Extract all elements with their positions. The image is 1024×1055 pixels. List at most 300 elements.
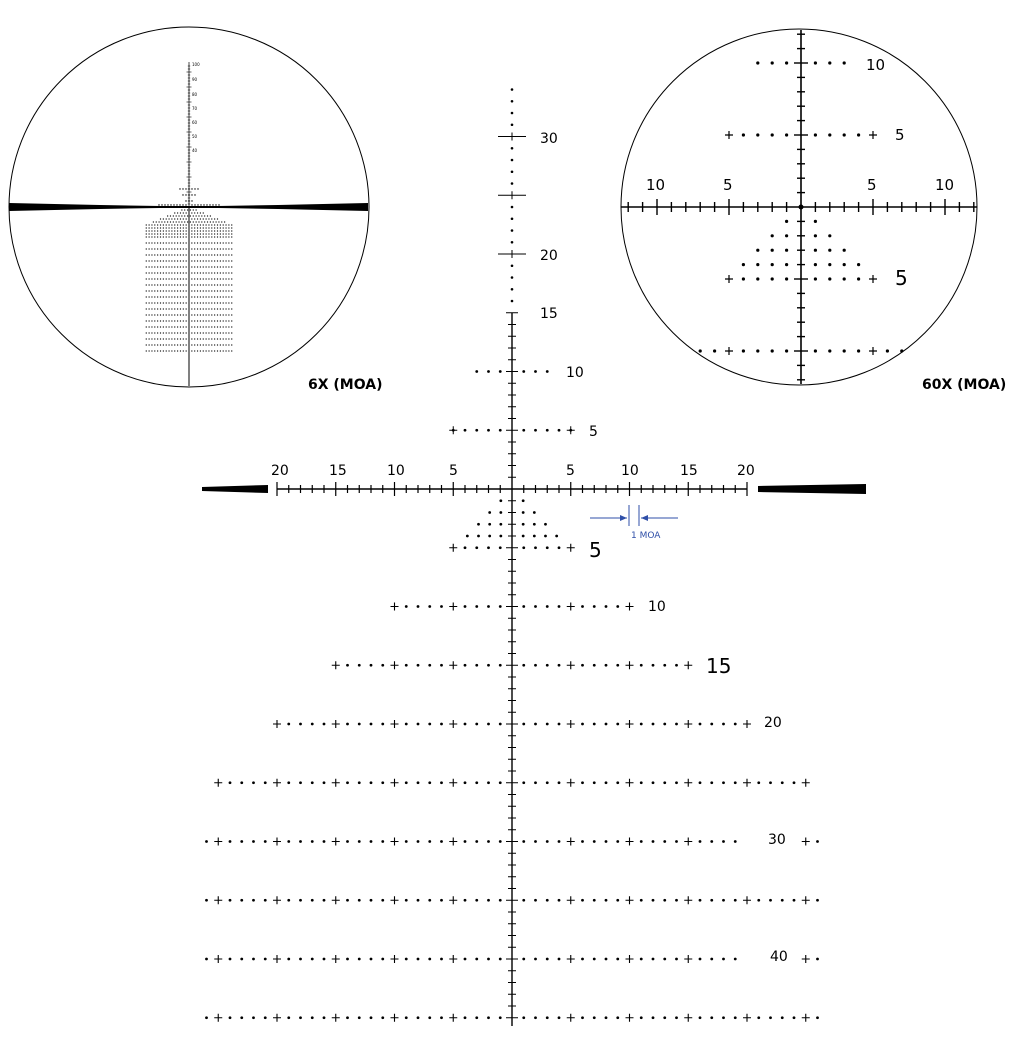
- small-lower-grid-dot: [223, 314, 224, 315]
- zoom-tree-dot: [785, 249, 788, 252]
- small-lower-grid-dot: [160, 272, 161, 273]
- small-lower-grid-dot: [146, 284, 147, 285]
- zoom-lower-row-10-dot: [828, 349, 831, 352]
- small-lower-grid-dot: [151, 290, 152, 291]
- main-lower-row-dot: [663, 781, 666, 784]
- main-lower-row-dot: [546, 723, 549, 726]
- main-lower-row-dot: [534, 958, 537, 961]
- small-lower-grid-dot: [174, 242, 175, 243]
- small-lower-grid-dot: [171, 290, 172, 291]
- small-lower-grid-dot: [220, 278, 221, 279]
- small-lower-grid-dot: [157, 332, 158, 333]
- small-bar-dot: [158, 204, 159, 205]
- small-lower-grid-dot: [148, 344, 149, 345]
- small-lower-grid-dot: [197, 308, 198, 309]
- main-down-label-5: 5: [589, 538, 602, 562]
- small-lower-grid-dot: [208, 302, 209, 303]
- small-lower-grid-dot: [163, 278, 164, 279]
- main-lower-row-plus: [391, 1014, 399, 1022]
- small-lower-grid-dot: [186, 332, 187, 333]
- zoom-lower-row-5-dot: [771, 277, 774, 280]
- main-lower-row-plus: [449, 896, 457, 904]
- small-lower-grid-dot: [148, 284, 149, 285]
- main-lower-row-plus: [332, 779, 340, 787]
- small-lower-grid-dot: [157, 344, 158, 345]
- small-lower-grid-dot: [211, 290, 212, 291]
- small-lower-grid-dot: [177, 278, 178, 279]
- small-lower-grid-dot: [174, 314, 175, 315]
- small-lower-grid-dot: [191, 314, 192, 315]
- zoom-lower-row-5-dot: [814, 277, 817, 280]
- small-lower-grid-dot: [157, 254, 158, 255]
- main-lower-row-dot: [428, 723, 431, 726]
- small-lower-grid-dot: [174, 296, 175, 297]
- main-lower-row-plus: [273, 779, 281, 787]
- small-lower-grid-dot: [208, 278, 209, 279]
- main-lower-row-plus: [626, 1014, 634, 1022]
- small-lower-grid-dot: [191, 320, 192, 321]
- main-up-label-20: 20: [540, 248, 558, 264]
- main-lower-row-plus: [743, 1014, 751, 1022]
- main-upper-row-5-dot: [558, 429, 561, 432]
- small-lower-grid-dot: [225, 344, 226, 345]
- small-lower-grid-dot: [191, 233, 192, 234]
- main-upper-dot: [511, 100, 514, 103]
- main-tree-dot: [477, 535, 480, 538]
- small-lower-grid-dot: [154, 254, 155, 255]
- zoom-upper-row-5-dot: [756, 133, 759, 136]
- small-lower-grid-dot: [203, 248, 204, 249]
- small-lower-grid-dot: [186, 218, 187, 219]
- main-lower-row-dot: [440, 781, 443, 784]
- main-lower-row-dot: [205, 1016, 208, 1019]
- main-lower-row-dot: [240, 899, 243, 902]
- main-upper-dot: [511, 276, 514, 279]
- small-lower-grid-dot: [194, 260, 195, 261]
- main-lower-row-dot: [499, 781, 502, 784]
- small-lower-grid-dot: [205, 314, 206, 315]
- small-lower-grid-dot: [194, 236, 195, 237]
- small-bar-dot: [164, 204, 165, 205]
- main-lower-row-dot: [417, 664, 420, 667]
- main-lower-row-dot: [428, 664, 431, 667]
- small-lower-grid-dot: [211, 278, 212, 279]
- small-lower-grid-dot: [168, 314, 169, 315]
- small-lower-grid-dot: [186, 233, 187, 234]
- small-lower-grid-dot: [146, 230, 147, 231]
- main-lower-row-dot: [287, 899, 290, 902]
- main-lower-row-dot: [264, 958, 267, 961]
- main-right-thick-bar: [758, 484, 866, 494]
- main-lower-row-plus: [449, 955, 457, 963]
- small-lower-grid-dot: [148, 233, 149, 234]
- main-lower-row-dot: [475, 899, 478, 902]
- small-lower-grid-dot: [146, 242, 147, 243]
- main-h-label-right-5: 5: [566, 463, 575, 479]
- main-lower-row-dot: [616, 899, 619, 902]
- small-lower-grid-dot: [148, 314, 149, 315]
- main-lower-row-dot: [616, 958, 619, 961]
- main-lower-row-dot: [534, 1016, 537, 1019]
- small-lower-grid-dot: [146, 224, 147, 225]
- small-lower-grid-dot: [183, 320, 184, 321]
- small-lower-grid-dot: [231, 302, 232, 303]
- main-lower-row-dot: [299, 781, 302, 784]
- zoom-lower-row-10-dot: [785, 349, 788, 352]
- zoom-upper-row-5-dot: [771, 133, 774, 136]
- main-lower-row-dot: [734, 723, 737, 726]
- small-lower-grid-dot: [211, 254, 212, 255]
- small-lower-grid-dot: [217, 218, 218, 219]
- main-lower-row-plus: [214, 838, 222, 846]
- main-lower-row-dot: [534, 664, 537, 667]
- main-lower-row-dot: [252, 1016, 255, 1019]
- small-lower-grid-dot: [197, 350, 198, 351]
- small-lower-grid-dot: [160, 302, 161, 303]
- small-lower-grid-dot: [146, 350, 147, 351]
- small-lower-grid-dot: [200, 344, 201, 345]
- main-lower-row-dot: [781, 781, 784, 784]
- small-lower-grid-dot: [211, 320, 212, 321]
- main-lower-row-dot: [663, 899, 666, 902]
- small-lower-grid-dot: [217, 308, 218, 309]
- small-lower-grid-dot: [211, 230, 212, 231]
- small-lower-grid-dot: [214, 233, 215, 234]
- small-lower-grid-dot: [200, 326, 201, 327]
- main-lower-row-dot: [311, 958, 314, 961]
- small-lower-grid-dot: [160, 296, 161, 297]
- small-lower-grid-dot: [151, 266, 152, 267]
- small-lower-grid-dot: [177, 320, 178, 321]
- small-lower-grid-dot: [148, 260, 149, 261]
- small-lower-grid-dot: [178, 215, 179, 216]
- zoom-lower-row-5-dot: [756, 277, 759, 280]
- main-down-label-20: 20: [764, 715, 782, 731]
- small-lower-grid-dot: [203, 224, 204, 225]
- main-lower-row-plus: [802, 955, 810, 963]
- small-lower-grid-dot: [166, 254, 167, 255]
- small-lower-grid-dot: [231, 296, 232, 297]
- main-lower-row-dot: [546, 1016, 549, 1019]
- small-lower-grid-dot: [217, 314, 218, 315]
- small-lower-grid-dot: [220, 332, 221, 333]
- main-lower-row-dot: [299, 1016, 302, 1019]
- small-lower-grid-dot: [177, 230, 178, 231]
- zoom-h-label-right-5: 5: [867, 176, 877, 194]
- main-lower-row-plus: [332, 955, 340, 963]
- main-lower-row-dot: [675, 723, 678, 726]
- small-lower-grid-dot: [200, 236, 201, 237]
- small-upper-tree-dot: [182, 188, 183, 189]
- small-lower-grid-dot: [184, 209, 185, 210]
- small-lower-grid-dot: [151, 338, 152, 339]
- main-lower-row-dot: [640, 899, 643, 902]
- small-lower-grid-dot: [168, 242, 169, 243]
- main-upper-dot: [511, 159, 514, 162]
- main-lower-row-dot: [499, 605, 502, 608]
- small-lower-grid-dot: [146, 296, 147, 297]
- small-lower-grid-dot: [163, 284, 164, 285]
- small-lower-grid-dot: [203, 254, 204, 255]
- small-lower-grid-dot: [203, 227, 204, 228]
- small-lower-grid-dot: [208, 284, 209, 285]
- main-lower-row-dot: [722, 899, 725, 902]
- small-lower-grid-dot: [200, 338, 201, 339]
- small-lower-grid-dot: [214, 308, 215, 309]
- small-lower-grid-dot: [163, 344, 164, 345]
- small-lower-grid-dot: [217, 338, 218, 339]
- small-lower-grid-dot: [208, 290, 209, 291]
- small-lower-grid-dot: [186, 308, 187, 309]
- main-up-label-5: 5: [589, 424, 598, 440]
- main-lower-row-dot: [370, 899, 373, 902]
- zoom-lower-row-10-dot: [814, 349, 817, 352]
- small-lower-grid-dot: [194, 326, 195, 327]
- small-lower-grid-dot: [194, 308, 195, 309]
- main-lower-row-dot: [499, 899, 502, 902]
- small-lower-grid-dot: [148, 242, 149, 243]
- small-lower-grid-dot: [214, 326, 215, 327]
- main-lower-row-dot: [546, 958, 549, 961]
- small-lower-grid-dot: [223, 308, 224, 309]
- main-lower-row-dot: [781, 899, 784, 902]
- main-lower-row-dot: [675, 958, 678, 961]
- small-lower-grid-dot: [220, 344, 221, 345]
- small-lower-grid-dot: [160, 227, 161, 228]
- zoom-upper-row-10-dot: [843, 61, 846, 64]
- main-lower-row-dot: [710, 958, 713, 961]
- small-lower-grid-dot: [225, 236, 226, 237]
- small-lower-grid-dot: [176, 221, 177, 222]
- main-lower-row-plus: [684, 1014, 692, 1022]
- small-lower-grid-dot: [170, 221, 171, 222]
- small-lower-grid-dot: [208, 233, 209, 234]
- small-lower-grid-dot: [191, 242, 192, 243]
- main-lower-row-dot: [522, 781, 525, 784]
- zoom-down-label-5: 5: [895, 266, 908, 290]
- small-lower-grid-dot: [177, 227, 178, 228]
- main-lower-row-plus: [273, 720, 281, 728]
- main-lower-row-dot: [558, 899, 561, 902]
- small-lower-grid-dot: [203, 260, 204, 261]
- zoom-lower-row-10-plus: [725, 347, 733, 355]
- small-lower-grid-dot: [214, 242, 215, 243]
- small-lower-grid-dot: [151, 248, 152, 249]
- small-lower-grid-dot: [220, 314, 221, 315]
- small-lower-grid-dot: [228, 233, 229, 234]
- small-lower-grid-dot: [225, 254, 226, 255]
- main-lower-row-dot: [323, 781, 326, 784]
- main-lower-row-plus: [332, 1014, 340, 1022]
- small-lower-grid-dot: [148, 290, 149, 291]
- small-lower-grid-dot: [154, 272, 155, 273]
- small-lower-grid-dot: [168, 302, 169, 303]
- main-lower-row-dot: [675, 1016, 678, 1019]
- small-lower-grid-dot: [151, 272, 152, 273]
- main-lower-row-dot: [417, 899, 420, 902]
- small-lower-grid-dot: [171, 248, 172, 249]
- zoom-lower-row-10-dot: [886, 349, 889, 352]
- small-lower-grid-dot: [174, 236, 175, 237]
- small-lower-grid-dot: [203, 302, 204, 303]
- small-lower-grid-dot: [211, 344, 212, 345]
- zoom-tree-dot: [771, 234, 774, 237]
- small-lower-grid-dot: [217, 290, 218, 291]
- small-lower-grid-dot: [171, 326, 172, 327]
- small-lower-grid-dot: [205, 344, 206, 345]
- small-lower-grid-dot: [193, 215, 194, 216]
- main-lower-row-plus: [214, 1014, 222, 1022]
- small-lower-grid-dot: [194, 224, 195, 225]
- main-lower-row-dot: [710, 840, 713, 843]
- small-lower-grid-dot: [214, 218, 215, 219]
- small-lower-grid-dot: [168, 260, 169, 261]
- small-lower-grid-dot: [171, 344, 172, 345]
- small-lower-grid-dot: [208, 344, 209, 345]
- small-lower-grid-dot: [214, 236, 215, 237]
- zoom-tree-dot: [857, 263, 860, 266]
- main-lower-row-dot: [499, 840, 502, 843]
- small-lower-grid-dot: [183, 278, 184, 279]
- small-lower-grid-dot: [217, 350, 218, 351]
- small-lower-grid-dot: [228, 272, 229, 273]
- small-lower-grid-dot: [223, 227, 224, 228]
- small-lower-grid-dot: [193, 221, 194, 222]
- main-down-label-30: 30: [768, 832, 786, 848]
- small-lower-grid-dot: [214, 254, 215, 255]
- main-tree-dot: [499, 523, 502, 526]
- small-lower-grid-dot: [157, 338, 158, 339]
- main-lower-row-dot: [440, 899, 443, 902]
- small-lower-grid-dot: [163, 242, 164, 243]
- small-lower-grid-dot: [180, 320, 181, 321]
- main-lower-row-dot: [534, 605, 537, 608]
- main-lower-row-dot: [734, 781, 737, 784]
- main-tree-dot: [477, 523, 480, 526]
- main-lower-row-dot: [346, 723, 349, 726]
- small-lower-grid-dot: [191, 290, 192, 291]
- small-lower-grid-dot: [151, 296, 152, 297]
- main-lower-row-plus: [802, 1014, 810, 1022]
- small-lower-grid-dot: [174, 248, 175, 249]
- main-lower-row-dot: [252, 781, 255, 784]
- small-lower-grid-dot: [217, 242, 218, 243]
- small-lower-grid-dot: [167, 221, 168, 222]
- small-lower-grid-dot: [217, 332, 218, 333]
- main-lower-row-dot: [558, 546, 561, 549]
- small-lower-grid-dot: [166, 224, 167, 225]
- small-lower-grid-dot: [191, 332, 192, 333]
- small-lower-grid-dot: [173, 215, 174, 216]
- small-lower-grid-dot: [225, 314, 226, 315]
- main-lower-row-dot: [616, 1016, 619, 1019]
- small-bar-dot: [167, 204, 168, 205]
- main-lower-row-plus: [567, 720, 575, 728]
- zoom-h-label-left-10: 10: [646, 176, 666, 194]
- small-lower-grid-dot: [211, 227, 212, 228]
- small-lower-grid-dot: [217, 302, 218, 303]
- main-lower-row-dot: [757, 899, 760, 902]
- small-lower-grid-dot: [211, 308, 212, 309]
- small-lower-grid-dot: [148, 338, 149, 339]
- small-lower-grid-dot: [214, 290, 215, 291]
- small-lower-grid-dot: [163, 308, 164, 309]
- main-upper-row-10-dot: [499, 370, 502, 373]
- main-lower-row-plus: [567, 661, 575, 669]
- small-lower-grid-dot: [161, 221, 162, 222]
- small-lower-grid-dot: [211, 326, 212, 327]
- main-lower-row-dot: [581, 664, 584, 667]
- small-lower-grid-dot: [208, 260, 209, 261]
- main-lower-row-dot: [593, 664, 596, 667]
- small-lower-grid-dot: [180, 248, 181, 249]
- small-lower-grid-dot: [168, 326, 169, 327]
- small-lower-grid-dot: [148, 236, 149, 237]
- main-tree-dot: [488, 511, 491, 514]
- small-lower-grid-dot: [177, 266, 178, 267]
- small-lower-grid-dot: [200, 233, 201, 234]
- small-lower-grid-dot: [223, 230, 224, 231]
- small-lower-grid-dot: [214, 272, 215, 273]
- main-upper-dot: [511, 123, 514, 126]
- main-lower-row-dot: [229, 958, 232, 961]
- small-lower-grid-dot: [231, 326, 232, 327]
- main-tree-dot: [488, 535, 491, 538]
- small-lower-grid-dot: [180, 296, 181, 297]
- small-lower-grid-dot: [177, 272, 178, 273]
- small-bar-dot: [173, 204, 174, 205]
- main-lower-row-dot: [287, 840, 290, 843]
- small-lower-grid-dot: [205, 218, 206, 219]
- small-lower-grid-dot: [157, 224, 158, 225]
- small-lower-grid-dot: [228, 302, 229, 303]
- main-lower-row-dot: [475, 840, 478, 843]
- main-upper-row-5-dot: [475, 429, 478, 432]
- zoom-upper-row-5-dot: [814, 133, 817, 136]
- small-lower-grid-dot: [154, 266, 155, 267]
- small-lower-grid-dot: [203, 272, 204, 273]
- small-lower-grid-dot: [166, 308, 167, 309]
- small-lower-grid-dot: [160, 254, 161, 255]
- zoom-tree-dot: [771, 263, 774, 266]
- zoom-lower-row-10-plus: [869, 347, 877, 355]
- main-lower-row-dot: [440, 723, 443, 726]
- main-lower-row-dot: [605, 723, 608, 726]
- small-bar-dot: [197, 204, 198, 205]
- small-lower-grid-dot: [180, 266, 181, 267]
- small-lower-grid-dot: [177, 350, 178, 351]
- small-lower-grid-dot: [151, 260, 152, 261]
- small-lower-grid-dot: [154, 224, 155, 225]
- main-lower-row-dot: [205, 840, 208, 843]
- small-lower-grid-dot: [191, 338, 192, 339]
- main-lower-row-dot: [522, 840, 525, 843]
- main-upper-dot: [511, 88, 514, 91]
- small-lower-grid-dot: [171, 350, 172, 351]
- small-lower-grid-dot: [151, 320, 152, 321]
- low-mag-label: 6X (MOA): [308, 377, 383, 393]
- small-lower-grid-dot: [225, 290, 226, 291]
- small-lower-grid-dot: [220, 224, 221, 225]
- small-lower-grid-dot: [225, 272, 226, 273]
- small-lower-grid-dot: [197, 272, 198, 273]
- small-lower-grid-dot: [148, 326, 149, 327]
- small-lower-grid-dot: [190, 221, 191, 222]
- small-lower-grid-dot: [217, 278, 218, 279]
- small-lower-grid-dot: [214, 302, 215, 303]
- main-lower-row-dot: [487, 546, 490, 549]
- small-lower-grid-dot: [223, 338, 224, 339]
